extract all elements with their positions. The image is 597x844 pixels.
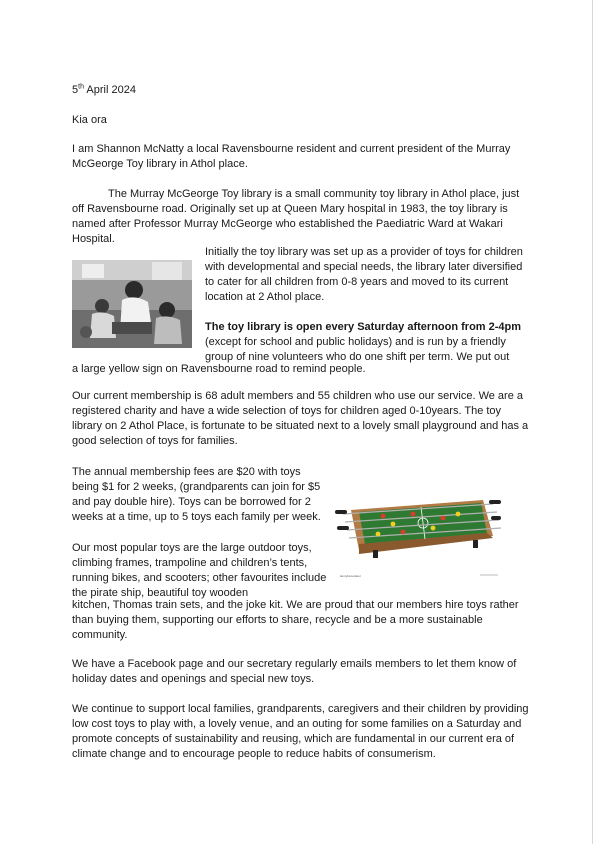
paragraph-intro: I am Shannon McNatty a local Ravensbourne resident and current president of the Murray McGeorge Toy library in Athol place.: [72, 143, 511, 170]
opening-hours-detail: (except for school and public holidays) and is run by a friendly group of nine volunteers who do one shift per term. We put out: [205, 335, 510, 363]
paragraph-origins: Initially the toy library was set up as a provider of toys for children with developmental and special needs, the library later diversified to cater for all children from 0-8 years and moved to its current location at 2 Athol place.: [205, 246, 523, 303]
foosball-icon: [333, 488, 503, 560]
foosball-table-image: [333, 488, 503, 560]
page-edge: [592, 0, 593, 844]
paragraph-fees: The annual membership fees are $20 with toys being $1 for 2 weeks, (grandparents can join for $5 and pay double hire). Toys can be borrowed for 2 weeks at a time, up to 5 toys each family per week.: [72, 466, 321, 523]
image-caption: lannyforoutdoor: [340, 574, 361, 578]
paragraph-closing: We continue to support local families, grandparents, caregivers and their children by providing low cost toys to play with, a lovely venue, and an outing for some families on a Saturday and promote concepts of sustainability and reusing, which are fundamental in our current era of climate change and to encourage people to reduce habits of consumerism.: [72, 703, 529, 760]
paragraph-sustainability: kitchen, Thomas train sets, and the joke kit. We are proud that our members hire toys rather than buying them, supporting our efforts to share, recycle and be a more sustainable community.: [72, 599, 519, 641]
children-playing-photo: [72, 260, 192, 348]
paragraph-history: The Murray McGeorge Toy library is a small community toy library in Athol place, just off Ravensbourne road. Originally set up at Queen Mary hospital in 1983, the toy library is named after Professor Murray McGeorge who established the Paediatric Ward at Wakari Hospital.: [72, 188, 520, 245]
scan-smudge: [480, 574, 498, 576]
greeting: Kia ora: [72, 114, 107, 126]
paragraph-sign: a large yellow sign on Ravensbourne road to remind people.: [72, 363, 366, 375]
paragraph-membership: Our current membership is 68 adult members and 55 children who use our service. We are a registered charity and have a wide selection of toys for children aged 0-10years. The toy library on 2 Athol Place, is fortunate to be situated next to a lovely small playground and has a good selection of toys for families.: [72, 390, 529, 447]
opening-hours-bold: The toy library is open every Saturday afternoon from 2-4pm: [205, 321, 522, 333]
paragraph-facebook: We have a Facebook page and our secretary regularly emails members to let them know of holiday dates and openings and special new toys.: [72, 658, 517, 685]
date-rest: April 2024: [83, 84, 136, 96]
paragraph-opening-hours: [205, 320, 525, 365]
paragraph-popular-toys: Our most popular toys are the large outdoor toys, climbing frames, trampoline and children’s tents, running bikes, and scooters; other favourites include the pirate ship, beautiful toy wooden: [72, 542, 327, 599]
letter-date: [72, 83, 530, 98]
date-suffix: th: [78, 83, 84, 91]
photo-icon: [72, 260, 192, 348]
date-day: 5: [72, 84, 79, 96]
